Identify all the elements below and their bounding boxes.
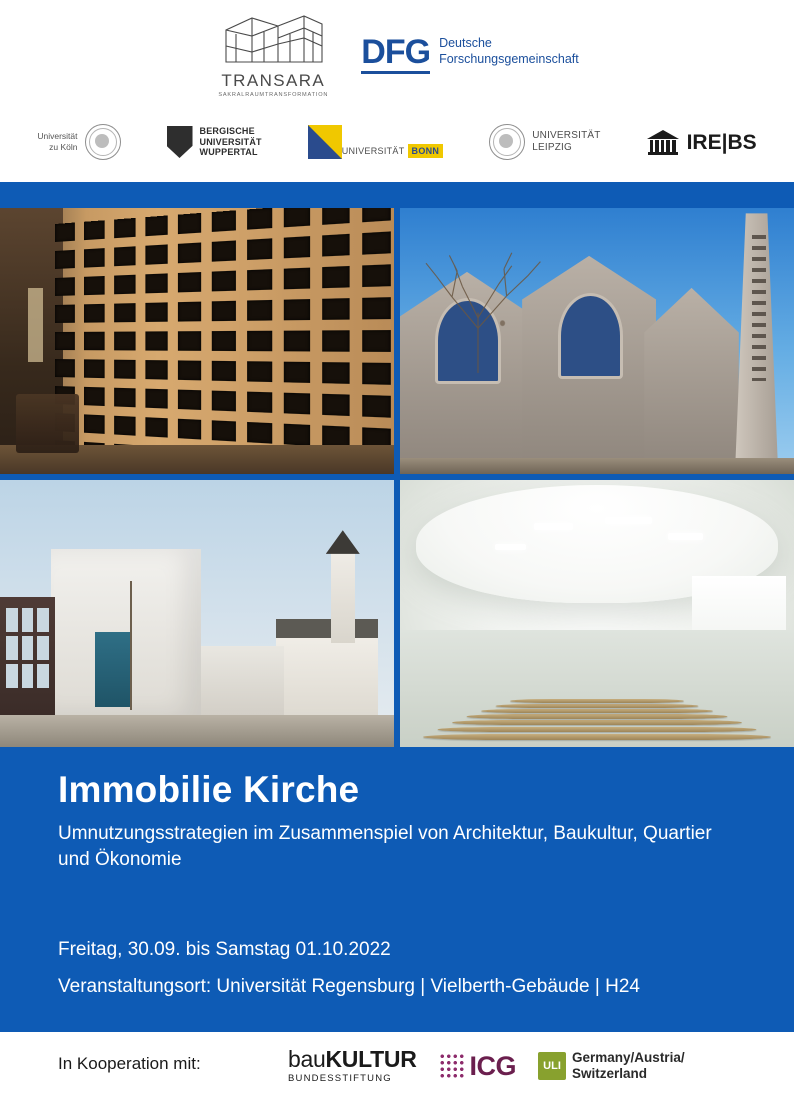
dfg-fullname	[439, 36, 579, 67]
header-logo-band	[0, 0, 794, 182]
photo-church-wooden-interior	[0, 208, 394, 474]
partner-logo-koeln	[37, 120, 120, 164]
dfg-underline	[361, 71, 430, 74]
partner-bonn-text	[342, 144, 444, 158]
baukultur-wordmark	[288, 1048, 417, 1071]
transara-logo	[215, 6, 331, 98]
header-partner-logos	[0, 106, 794, 178]
blue-divider-strip	[0, 182, 794, 208]
university-seal-icon	[489, 124, 525, 160]
partner-logo-irebs	[647, 128, 757, 156]
partner-irebs-text: IRE|BS	[686, 130, 757, 154]
photo-concrete-church-exterior	[400, 208, 794, 474]
partner-koeln-text	[37, 131, 77, 152]
footer-logo-icg	[439, 1050, 517, 1081]
partner-wuppertal-line-1: BERGISCHE	[199, 125, 255, 136]
dfg-mark-text: DFG	[361, 33, 431, 71]
uli-line-2: Switzerland	[572, 1066, 648, 1081]
footer-cooperation-band	[0, 1032, 794, 1100]
photo-grid	[0, 208, 794, 747]
header-primary-logos	[0, 0, 794, 104]
partner-logo-leipzig	[489, 120, 600, 164]
dfg-wordmark	[361, 35, 430, 69]
partner-logo-wuppertal	[167, 120, 262, 164]
dfg-line-2: Forschungsgemeinschaft	[439, 52, 579, 66]
baukultur-light-text: bau	[288, 1046, 326, 1073]
dfg-line-1: Deutsche	[439, 36, 492, 51]
classical-building-icon	[647, 128, 679, 156]
university-seal-icon	[85, 124, 121, 160]
uli-region-text	[572, 1050, 685, 1081]
event-title: Immobilie Kirche	[58, 769, 360, 810]
transara-subtitle: SAKRALRAUMTRANSFORMATION	[218, 92, 329, 98]
icg-wordmark: ICG	[469, 1050, 517, 1081]
partner-koeln-line-2: zu Köln	[49, 142, 78, 152]
bonn-flag-icon	[308, 125, 342, 159]
uli-mark-icon: ULI	[538, 1052, 566, 1080]
baukultur-bold-text: KULTUR	[325, 1046, 417, 1073]
lion-crest-icon	[167, 126, 193, 158]
partner-leipzig-line-2: LEIPZIG	[532, 142, 572, 153]
partner-bonn-badge: BONN	[408, 144, 444, 158]
event-info-panel	[0, 747, 794, 1032]
uli-line-1: Germany/Austria/	[572, 1050, 685, 1066]
cooperation-logos	[288, 1040, 685, 1092]
partner-bonn-line-1: UNIVERSITÄT	[341, 146, 405, 156]
icg-dot-pattern-icon	[439, 1053, 465, 1079]
event-date: Freitag, 30.09. bis Samstag 01.10.2022	[58, 939, 391, 960]
baukultur-subline: BUNDESSTIFTUNG	[288, 1073, 392, 1085]
partner-wuppertal-line-3: WUPPERTAL	[199, 147, 258, 158]
photo-white-oval-chapel-interior	[400, 480, 794, 747]
footer-logo-baukultur	[288, 1048, 417, 1084]
event-subtitle: Umnutzungsstrategien im Zusammenspiel von Architektur, Baukultur, Quartier und Ökonomie	[58, 823, 712, 870]
partner-wuppertal-text	[200, 126, 262, 159]
partner-leipzig-text	[532, 130, 600, 155]
photo-modern-building-and-village-church	[0, 480, 394, 747]
cooperation-label: In Kooperation mit:	[58, 1054, 201, 1073]
footer-logo-uli	[538, 1050, 685, 1081]
transara-mark-icon	[218, 12, 328, 70]
partner-koeln-line-1: Universität	[37, 131, 78, 142]
pew-rows	[416, 635, 778, 742]
partner-logo-bonn	[308, 125, 444, 159]
transara-name: TRANSARA	[221, 71, 326, 90]
partner-leipzig-line-1: UNIVERSITÄT	[532, 129, 601, 141]
partner-wuppertal-line-2: UNIVERSITÄT	[199, 136, 262, 147]
dfg-logo	[361, 35, 578, 69]
event-venue: Veranstaltungsort: Universität Regensburg | Vielberth-Gebäude | H24	[58, 976, 640, 997]
